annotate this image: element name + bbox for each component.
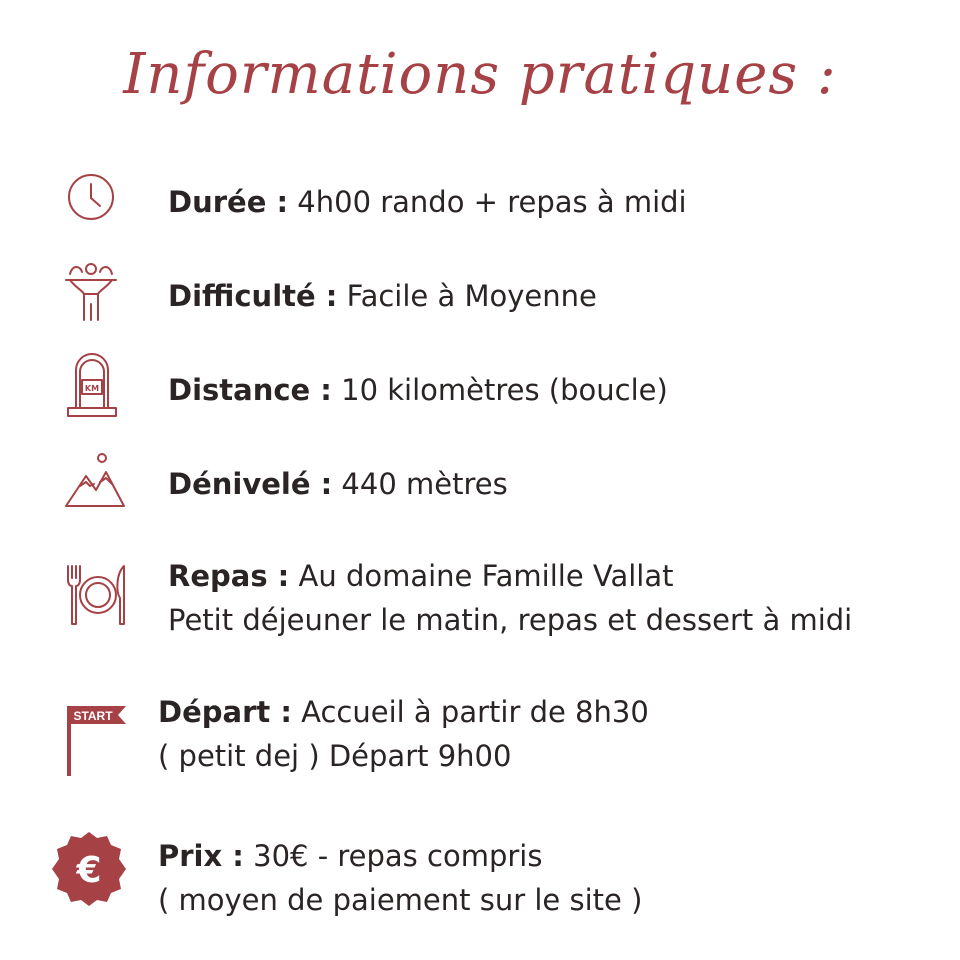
info-line-2: ( petit dej ) Départ 9h00 <box>158 739 512 773</box>
info-value: Au domaine Famille Vallat <box>298 559 674 593</box>
page-title: Informations pratiques : <box>123 42 837 107</box>
info-value: 10 kilomètres (boucle) <box>341 373 668 407</box>
info-label: Repas : <box>168 559 290 593</box>
info-line <box>168 274 597 318</box>
info-label: Difficulté : <box>168 279 338 313</box>
info-value: 440 mètres <box>341 467 508 501</box>
info-line-2: ( moyen de paiement sur le site ) <box>158 883 643 917</box>
start-flag-text: START <box>73 709 113 723</box>
mountain-icon <box>62 450 128 510</box>
euro-symbol: € <box>76 850 102 891</box>
info-line-2: Petit déjeuner le matin, repas et dessert à midi <box>168 603 853 637</box>
info-value: Accueil à partir de 8h30 <box>301 695 649 729</box>
info-value: Facile à Moyenne <box>346 279 597 313</box>
info-label: Dénivelé : <box>168 467 333 501</box>
info-label: Durée : <box>168 185 289 219</box>
start-flag-icon <box>58 698 128 778</box>
info-label: Départ : <box>158 695 292 729</box>
info-value: 4h00 rando + repas à midi <box>297 185 687 219</box>
plate-cutlery-icon <box>64 562 130 628</box>
info-line <box>168 368 668 412</box>
info-line <box>168 462 508 506</box>
euro-badge-icon <box>50 830 128 908</box>
info-line <box>158 834 642 878</box>
info-line <box>158 690 649 734</box>
info-label: Prix : <box>158 839 244 873</box>
km-milestone-icon <box>64 350 120 418</box>
svg-text:KM: KM <box>84 384 100 393</box>
info-value: 30€ - repas compris <box>253 839 543 873</box>
info-line <box>168 554 852 598</box>
info-label: Distance : <box>168 373 332 407</box>
strongman-icon <box>62 260 120 324</box>
clock-icon <box>66 172 116 222</box>
info-line <box>168 180 687 224</box>
